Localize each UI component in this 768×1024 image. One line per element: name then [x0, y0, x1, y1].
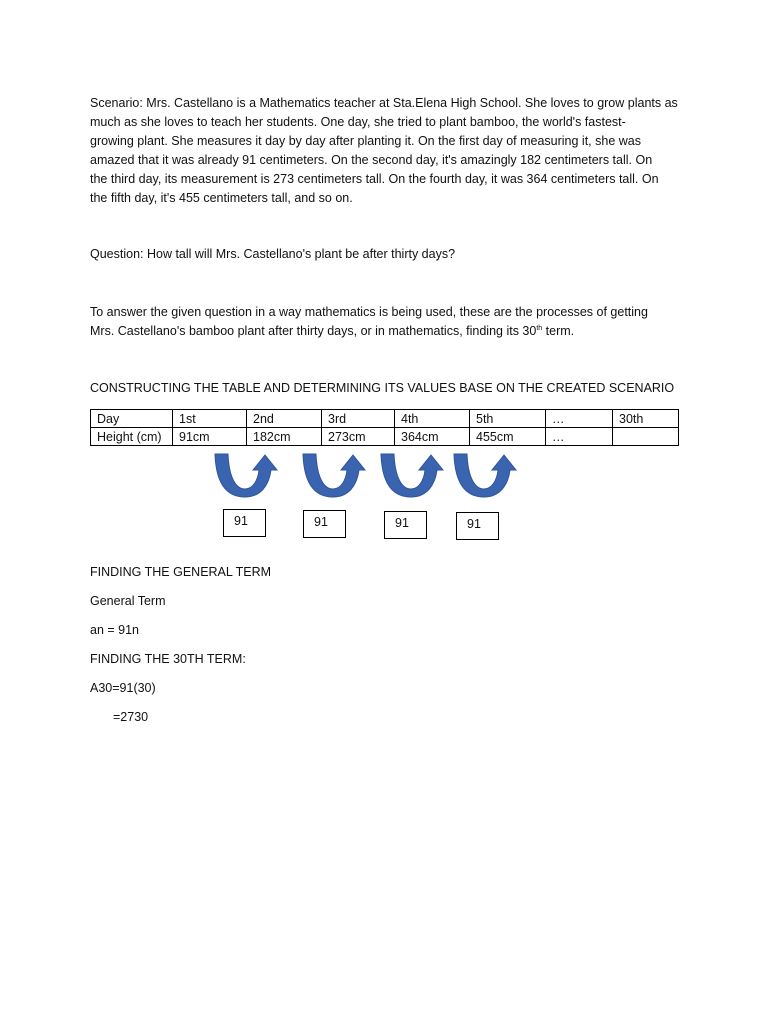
- process-paragraph: [90, 303, 690, 341]
- question-text: Question: How tall will Mrs. Castellano's plant be after thirty days?: [90, 247, 456, 261]
- difference-box: 91: [456, 512, 499, 540]
- thirtieth-term-heading: FINDING THE 30TH TERM:: [90, 652, 246, 666]
- table-cell: 2nd: [247, 410, 322, 428]
- table-cell: Height (cm): [91, 428, 173, 446]
- scenario-paragraph: [90, 94, 690, 208]
- table-cell: 455cm: [470, 428, 546, 446]
- sequence-table: [90, 409, 679, 446]
- difference-box: 91: [223, 509, 266, 537]
- table-cell: 5th: [470, 410, 546, 428]
- table-heading: CONSTRUCTING THE TABLE AND DETERMINING ITS VALUES BASE ON THE CREATED SCENARIO: [90, 381, 675, 395]
- process-line: [90, 322, 690, 341]
- table-cell: Day: [91, 410, 173, 428]
- process-line-text: Mrs. Castellano's bamboo plant after thirty days, or in mathematics, finding its 30: [90, 324, 537, 338]
- thirtieth-term-result: =2730: [113, 710, 149, 724]
- curved-arrow-shape: [215, 454, 277, 497]
- general-term-label: General Term: [90, 594, 166, 608]
- process-line-end: term.: [542, 324, 575, 338]
- curved-arrow-shape: [454, 454, 516, 497]
- scenario-line: amazed that it was already 91 centimeters. On the second day, it's amazingly 182 centimeters tall. On: [90, 153, 653, 167]
- difference-box: 91: [303, 510, 346, 538]
- scenario-line: Scenario: Mrs. Castellano is a Mathematics teacher at Sta.Elena High School. She loves to grow plants as: [90, 96, 678, 110]
- table-cell: 3rd: [322, 410, 395, 428]
- table-row-day: [91, 410, 679, 428]
- table-cell: 4th: [395, 410, 470, 428]
- process-line: To answer the given question in a way mathematics is being used, these are the processes of getting: [90, 305, 648, 319]
- table-cell: 1st: [173, 410, 247, 428]
- curved-arrow-icon: [378, 452, 444, 498]
- thirtieth-term-step: A30=91(30): [90, 681, 156, 695]
- table-row-height: [91, 428, 679, 446]
- ordinal-superscript: th: [536, 324, 543, 332]
- table-cell: 91cm: [173, 428, 247, 446]
- table-cell: …: [546, 410, 613, 428]
- table-cell: …: [546, 428, 613, 446]
- scenario-line: the fifth day, it's 455 centimeters tall, and so on.: [90, 191, 353, 205]
- curved-arrow-icon: [451, 452, 517, 498]
- curved-arrow-shape: [303, 454, 365, 497]
- table-cell: 182cm: [247, 428, 322, 446]
- scenario-line: growing plant. She measures it day by day after planting it. On the first day of measuring it, she was: [90, 134, 641, 148]
- difference-box: 91: [384, 511, 427, 539]
- scenario-line: the third day, its measurement is 273 centimeters tall. On the fourth day, it was 364 centimeters tall. On: [90, 172, 659, 186]
- table-cell: 364cm: [395, 428, 470, 446]
- scenario-line: much as she loves to teach her students. One day, she tried to plant bamboo, the world's fastest-: [90, 115, 626, 129]
- general-term-formula: an = 91n: [90, 623, 140, 637]
- general-term-heading: FINDING THE GENERAL TERM: [90, 565, 272, 579]
- curved-arrow-icon: [212, 452, 278, 498]
- curved-arrow-shape: [381, 454, 443, 497]
- table-cell: 273cm: [322, 428, 395, 446]
- curved-arrow-icon: [300, 452, 366, 498]
- table-cell: 30th: [613, 410, 679, 428]
- table-cell: [613, 428, 679, 446]
